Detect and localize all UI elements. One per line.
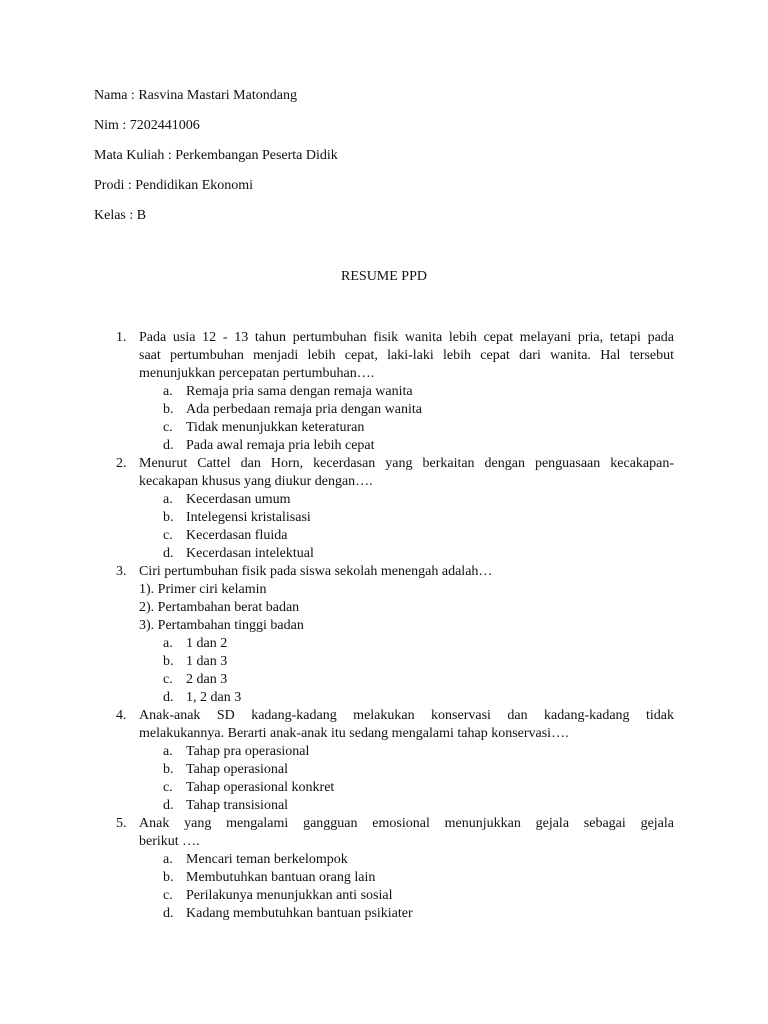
option-letter: a. <box>163 636 173 651</box>
answer-option <box>0 527 768 545</box>
question-number: 2. <box>116 456 127 471</box>
question-number: 5. <box>116 816 127 831</box>
option-letter: d. <box>163 438 174 453</box>
answer-option <box>0 509 768 527</box>
question-statement: 2). Pertambahan berat badan <box>139 600 300 615</box>
answer-option <box>0 797 768 815</box>
option-letter: b. <box>163 762 174 777</box>
answer-option <box>0 743 768 761</box>
option-letter: a. <box>163 744 173 759</box>
question-text-line: Pada usia 12 - 13 tahun pertumbuhan fisik wanita lebih cepat melayani pria, tetapi pada <box>139 330 674 345</box>
option-text: Ada perbedaan remaja pria dengan wanita <box>186 402 422 417</box>
question-number: 1. <box>116 330 127 345</box>
option-text: Tidak menunjukkan keteraturan <box>186 420 365 435</box>
question-text <box>139 455 674 491</box>
question-item <box>0 455 768 563</box>
option-letter: b. <box>163 402 174 417</box>
question-text-line: menunjukkan percepatan pertumbuhan…. <box>139 366 375 381</box>
option-text: Tahap operasional konkret <box>186 780 335 795</box>
option-text: 1 dan 2 <box>186 636 228 651</box>
option-letter: c. <box>163 888 173 903</box>
question-item <box>0 707 768 815</box>
question-text <box>139 329 674 383</box>
answer-option <box>0 851 768 869</box>
question-text-line: Ciri pertumbuhan fisik pada siswa sekolah menengah adalah… <box>139 564 493 579</box>
answer-option <box>0 761 768 779</box>
option-text: Tahap pra operasional <box>186 744 310 759</box>
question-item <box>0 815 768 923</box>
option-letter: c. <box>163 528 173 543</box>
option-letter: b. <box>163 870 174 885</box>
option-text: Remaja pria sama dengan remaja wanita <box>186 384 413 399</box>
question-statement: 3). Pertambahan tinggi badan <box>139 618 304 633</box>
option-letter: b. <box>163 510 174 525</box>
question-number: 3. <box>116 564 127 579</box>
option-text: Kecerdasan umum <box>186 492 291 507</box>
class-label: Kelas : B <box>94 208 147 223</box>
option-letter: a. <box>163 492 173 507</box>
question-text-line: Anak yang mengalami gangguan emosional menunjukkan gejala sebagai gejala <box>139 816 674 831</box>
option-text: 1, 2 dan 3 <box>186 690 242 705</box>
option-text: Tahap transisional <box>186 798 289 813</box>
option-text: 2 dan 3 <box>186 672 228 687</box>
answer-option <box>0 419 768 437</box>
option-text: Pada awal remaja pria lebih cepat <box>186 438 375 453</box>
study-program: Prodi : Pendidikan Ekonomi <box>94 178 254 193</box>
answer-option <box>0 671 768 689</box>
document-title: RESUME PPD <box>341 269 427 284</box>
answer-option <box>0 689 768 707</box>
option-letter: d. <box>163 798 174 813</box>
option-text: 1 dan 3 <box>186 654 228 669</box>
student-name: Nama : Rasvina Mastari Matondang <box>94 88 297 103</box>
option-text: Kecerdasan fluida <box>186 528 288 543</box>
option-text: Kadang membutuhkan bantuan psikiater <box>186 906 413 921</box>
question-text <box>139 815 674 851</box>
option-letter: c. <box>163 672 173 687</box>
answer-option <box>0 887 768 905</box>
question-list <box>0 329 768 923</box>
answer-option <box>0 905 768 923</box>
answer-option <box>0 491 768 509</box>
option-letter: b. <box>163 654 174 669</box>
option-text: Perilakunya menunjukkan anti sosial <box>186 888 393 903</box>
option-text: Membutuhkan bantuan orang lain <box>186 870 376 885</box>
question-text-line: saat pertumbuhan menjadi lebih cepat, laki-laki lebih cepat dari wanita. Hal tersebut <box>139 348 674 363</box>
answer-option <box>0 545 768 563</box>
question-text <box>139 707 674 743</box>
option-letter: c. <box>163 780 173 795</box>
question-text-line: berikut …. <box>139 834 200 849</box>
question-text-line: Anak-anak SD kadang-kadang melakukan konservasi dan kadang-kadang tidak <box>139 708 674 723</box>
option-letter: d. <box>163 906 174 921</box>
answer-option <box>0 401 768 419</box>
question-text-line: melakukannya. Berarti anak-anak itu sedang mengalami tahap konservasi…. <box>139 726 569 741</box>
option-text: Intelegensi kristalisasi <box>186 510 311 525</box>
answer-option <box>0 437 768 455</box>
option-letter: d. <box>163 546 174 561</box>
answer-option <box>0 635 768 653</box>
answer-option <box>0 383 768 401</box>
question-item <box>0 329 768 455</box>
option-letter: c. <box>163 420 173 435</box>
option-text: Mencari teman berkelompok <box>186 852 348 867</box>
question-text-line: kecakapan khusus yang diukur dengan…. <box>139 474 373 489</box>
answer-option <box>0 653 768 671</box>
question-text-line: Menurut Cattel dan Horn, kecerdasan yang berkaitan dengan penguasaan kecakapan- <box>139 456 674 471</box>
student-nim: Nim : 7202441006 <box>94 118 200 133</box>
option-letter: a. <box>163 384 173 399</box>
answer-option <box>0 869 768 887</box>
question-number: 4. <box>116 708 127 723</box>
option-text: Tahap operasional <box>186 762 289 777</box>
question-item <box>0 563 768 707</box>
option-text: Kecerdasan intelektual <box>186 546 314 561</box>
answer-option <box>0 779 768 797</box>
option-letter: a. <box>163 852 173 867</box>
question-text <box>139 563 674 581</box>
course-name: Mata Kuliah : Perkembangan Peserta Didik <box>94 148 338 163</box>
question-statement: 1). Primer ciri kelamin <box>139 582 267 597</box>
option-letter: d. <box>163 690 174 705</box>
